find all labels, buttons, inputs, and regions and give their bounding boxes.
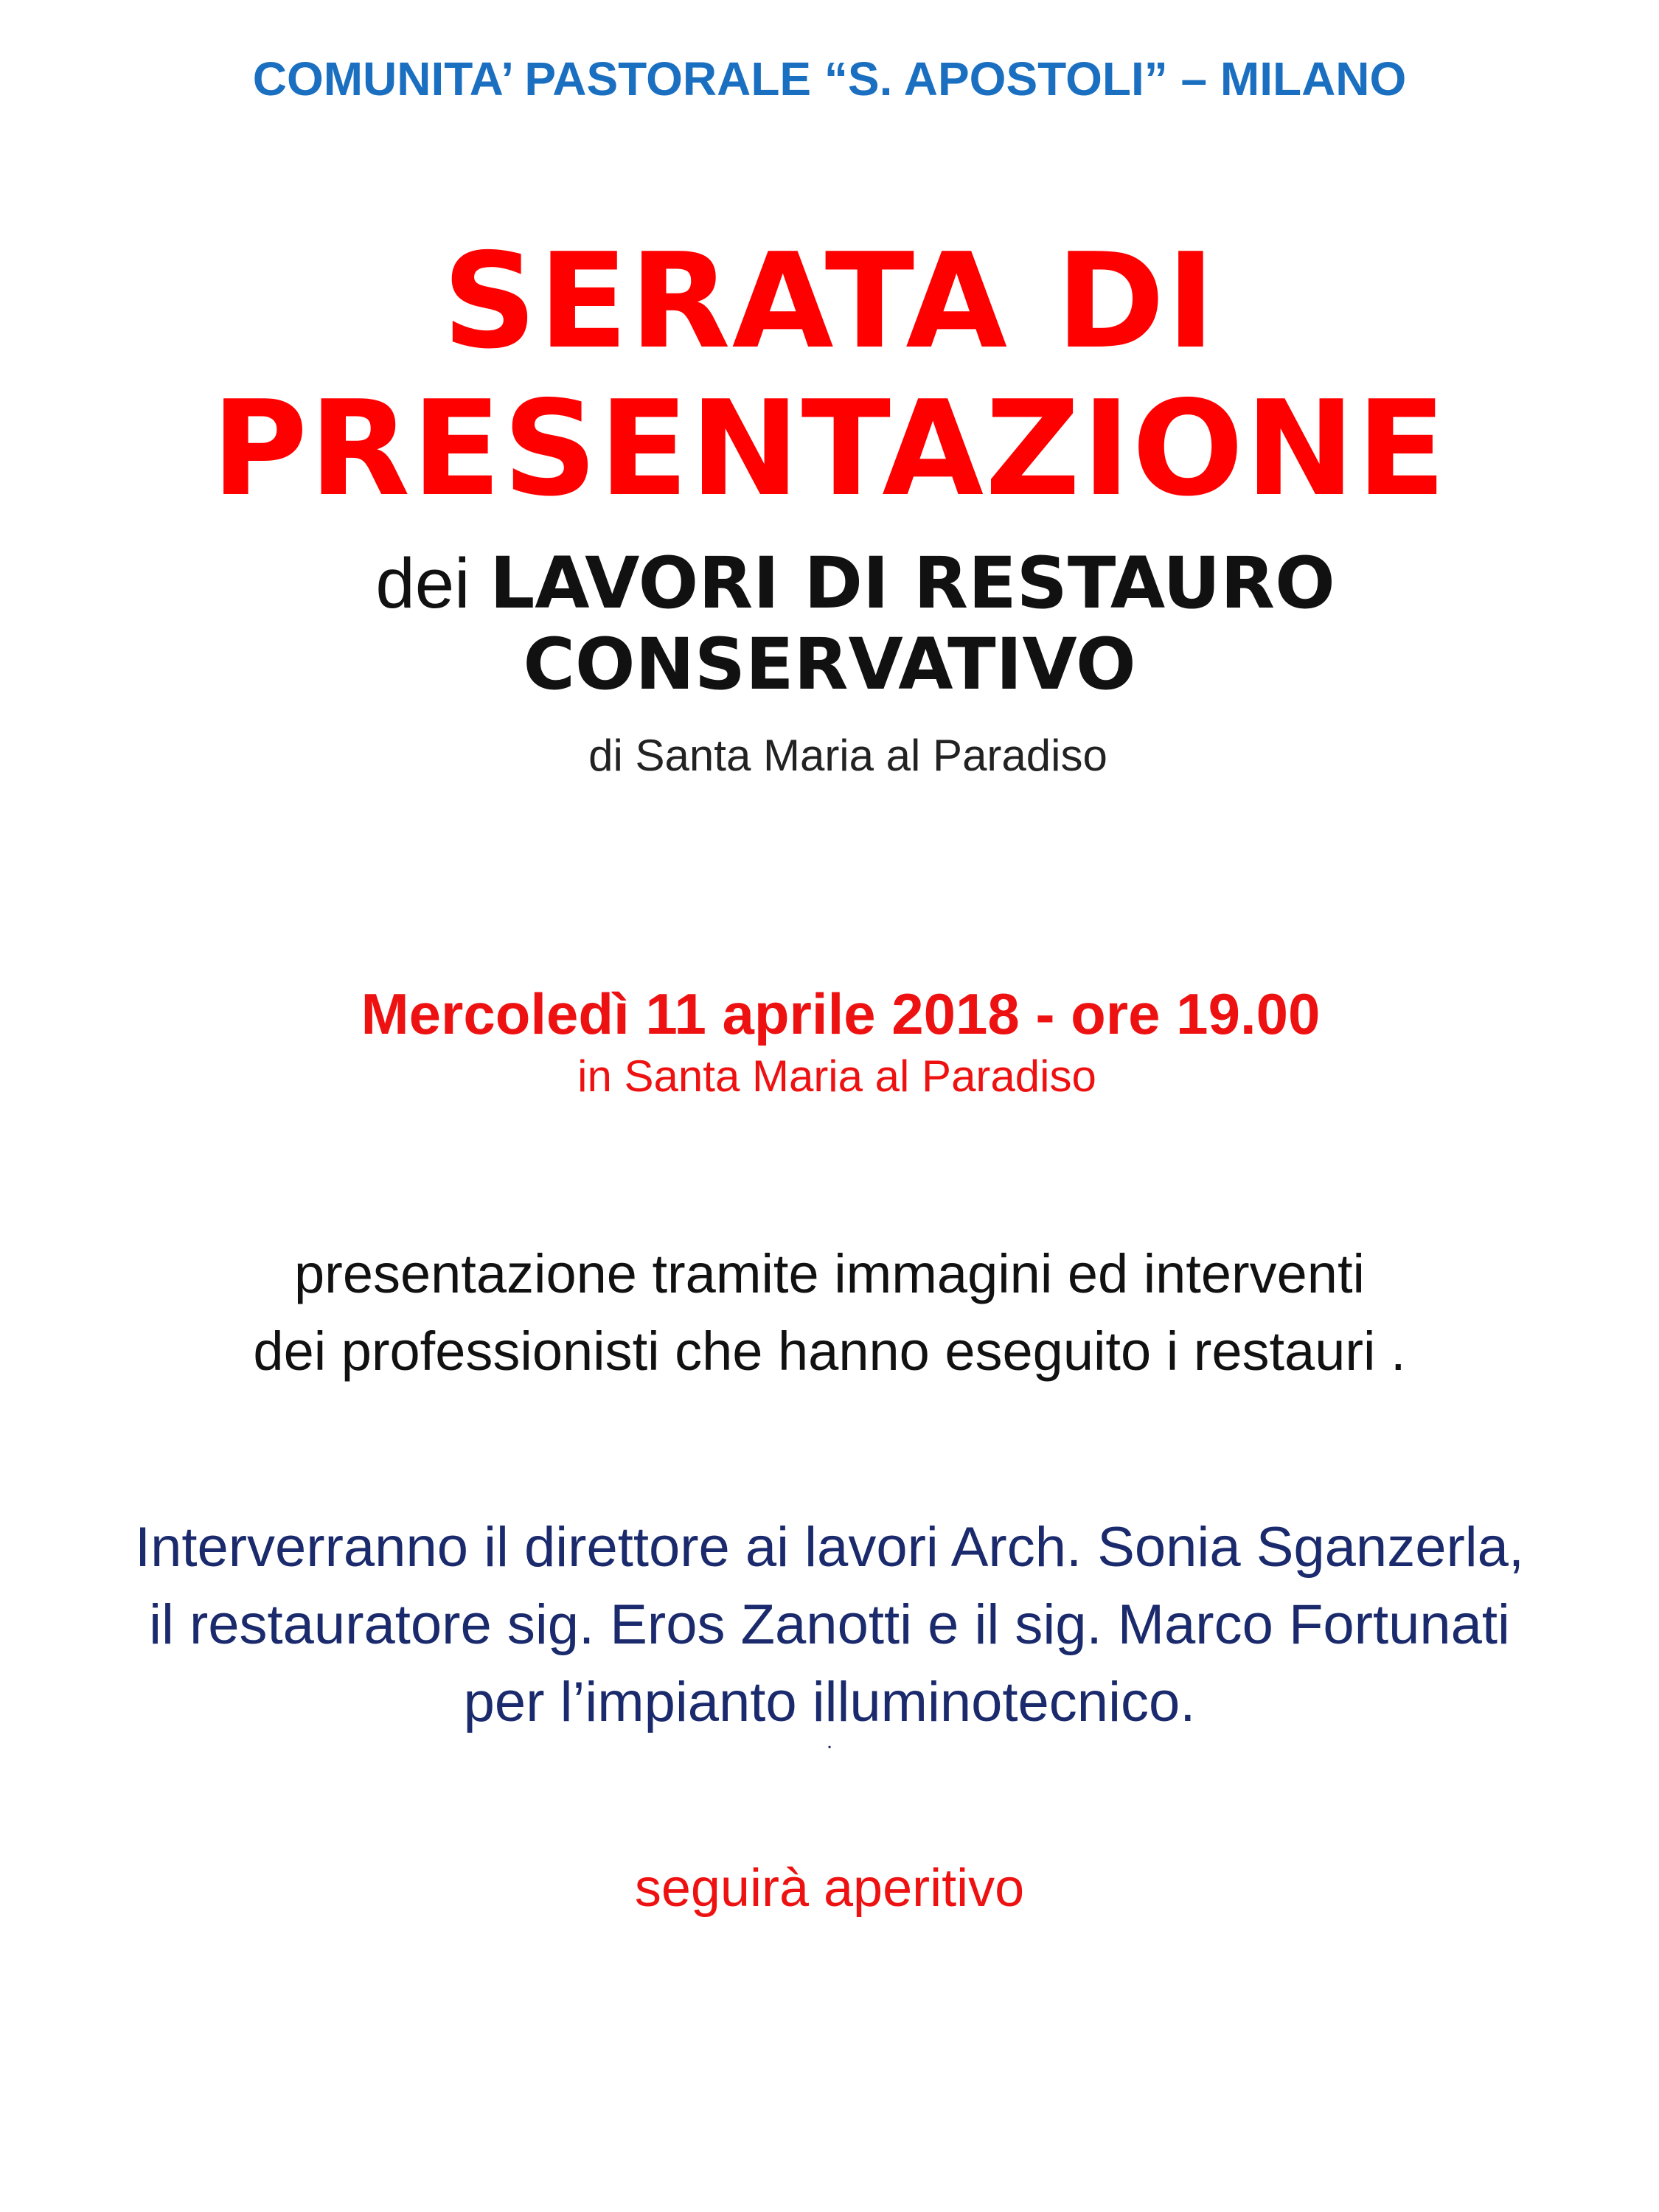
community-header: COMUNITA’ PASTORALE “S. APOSTOLI” – MILANO xyxy=(252,52,1407,105)
event-date-time: Mercoledì 11 aprile 2018 - ore 19.00 xyxy=(361,981,1321,1046)
description-line-1: presentazione tramite immagini ed interventi xyxy=(294,1243,1365,1304)
subtitle-location: di Santa Maria al Paradiso xyxy=(588,731,1107,780)
event-place: in Santa Maria al Paradiso xyxy=(577,1051,1096,1101)
speakers-line-3: per l’impianto illuminotecnico. xyxy=(463,1671,1196,1733)
closing-note: seguirà aperitivo xyxy=(634,1859,1025,1918)
speakers-line-1: Interverranno il direttore ai lavori Arch. Sonia Sganzerla, xyxy=(134,1516,1525,1579)
subtitle-line-2 xyxy=(0,623,1659,706)
title-line-1: SERATA DI xyxy=(442,225,1217,378)
speakers-line-2: il restauratore sig. Eros Zanotti e il sig. Marco Fortunati xyxy=(149,1593,1510,1656)
speakers-mark: . xyxy=(826,1729,833,1753)
subtitle-bold-2: CONSERVATIVO xyxy=(523,623,1136,706)
subtitle-bold-1: LAVORI DI RESTAURO xyxy=(490,542,1335,625)
subtitle-prefix: dei xyxy=(375,544,490,623)
subtitle-line-1 xyxy=(0,542,1659,625)
description-line-2: dei professionisti che hanno eseguito i restauri . xyxy=(253,1321,1406,1382)
title-line-2: PRESENTAZIONE xyxy=(211,372,1448,525)
